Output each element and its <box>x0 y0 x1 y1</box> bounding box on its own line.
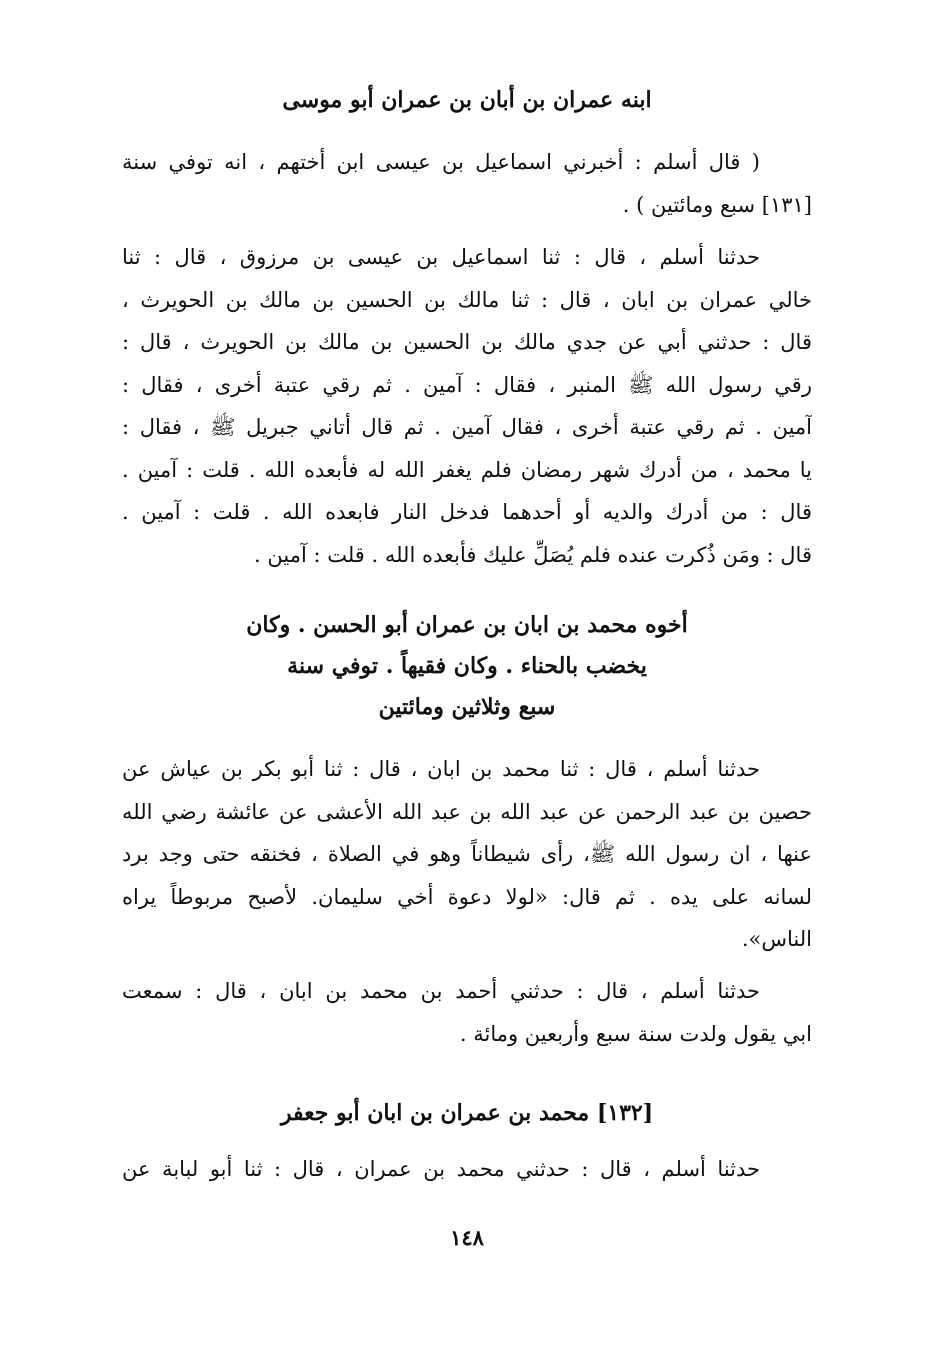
text-line: رقي رسول الله ﷺ المنبر ، فقال : آمين . ثم رقي عتبة أخرى ، فقال : <box>122 372 812 397</box>
paragraph-hadith-2 <box>122 748 812 961</box>
paragraph-hadith-4 <box>122 1148 812 1191</box>
heading-line: سبع وثلاثين ومائتين <box>378 694 556 720</box>
heading-line: أخوه محمد بن ابان بن عمران أبو الحسن . وكان <box>246 612 688 638</box>
text-line: حدثنا أسلم ، قال : ثنا اسماعيل بن عيسى بن مرزوق ، قال : ثنا <box>122 245 760 269</box>
text-line: حدثنا أسلم ، قال : ثنا محمد بن ابان ، قال : ثنا أبو بكر بن عياش عن <box>122 757 760 781</box>
text-line: يا محمد ، من أدرك شهر رمضان فلم يغفر الله له فأبعده الله . قلت : آمين . <box>122 457 812 482</box>
section-heading-132 <box>122 1093 812 1134</box>
heading-line: [١٣٢] محمد بن عمران بن ابان أبو جعفر <box>280 1100 654 1126</box>
text-line: حدثنا أسلم ، قال : حدثني محمد بن عمران ، قال : ثنا أبو لبابة عن <box>122 1157 760 1181</box>
page-number: ١٤٨ <box>450 1225 484 1250</box>
paragraph-hadith-1 <box>122 236 812 576</box>
text-line: قال : من أدرك والديه أو أحدهما فدخل النار فابعده الله . قلت : آمين . <box>122 500 812 524</box>
section-heading-muhammad-ibn-aban <box>122 605 812 728</box>
text-line: خالي عمران بن ابان ، قال : ثنا مالك بن الحسين بن مالك بن الحويرث ، <box>122 287 812 312</box>
text-line: حدثنا أسلم ، قال : حدثني أحمد بن محمد بن ابان ، قال : سمعت <box>122 979 760 1003</box>
note-line: [١٣١] سبع ومائتين ) . <box>622 192 812 217</box>
heading-line: يخضب بالحناء . وكان فقيهاً . توفي سنة <box>287 653 647 679</box>
section-heading-imran <box>122 80 812 121</box>
text-line: عنها ، ان رسول الله ﷺ، رأى شيطاناً وهو في الصلاة ، فخنقه حتى وجد برد <box>122 842 812 866</box>
text-line: الناس». <box>741 927 812 951</box>
heading-line: ابنه عمران بن أبان بن عمران أبو موسى <box>282 87 652 113</box>
text-line: ابي يقول ولدت سنة سبع وأربعين ومائة . <box>459 1021 812 1046</box>
text-line: قال : ومَن ذُكرت عنده فلم يُصَلِّ عليك فأبعده الله . قلت : آمين . <box>254 542 812 567</box>
text-line: لسانه على يده . ثم قال: «لولا دعوة أخي سليمان. لأصبح مربوطاً يراه <box>122 884 812 909</box>
note-block <box>122 141 812 226</box>
note-line: ( قال أسلم : أخبرني اسماعيل بن عيسى ابن أختهم ، انه توفي سنة <box>122 150 760 174</box>
text-line: حصين بن عبد الرحمن عن عبد الله بن عبد الله الأعشى عن عائشة رضي الله <box>122 799 812 824</box>
paragraph-hadith-3 <box>122 970 812 1055</box>
text-line: آمين . ثم رقي عتبة أخرى ، فقال آمين . ثم قال أتاني جبريل ﷺ ، فقال : <box>122 415 812 439</box>
text-line: قال : حدثني أبي عن جدي مالك بن الحسين بن مالك بن الحويرث ، قال : <box>122 330 812 354</box>
